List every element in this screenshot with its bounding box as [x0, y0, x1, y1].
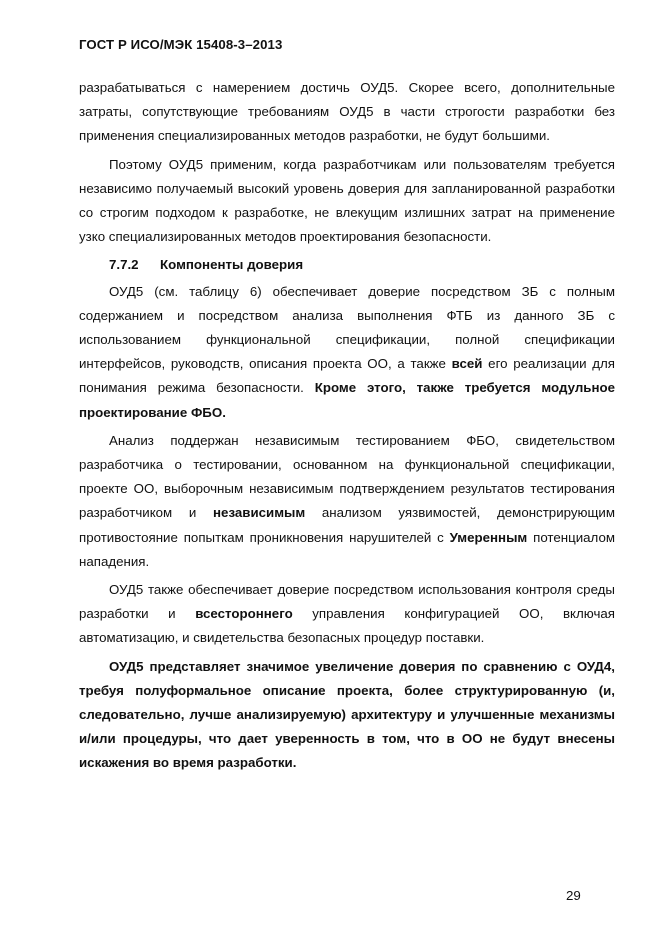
section-number: 7.7.2	[109, 257, 139, 273]
emphasis-moderate: Умеренным	[449, 529, 528, 545]
emphasis-modular-design: Кроме этого, также требуется модульное проектирование ФБО.	[79, 380, 615, 420]
document-body	[79, 76, 615, 780]
section-title: Компоненты доверия	[160, 257, 304, 273]
paragraph-assurance-text-2: его реализации для понимания режима безопасности.	[79, 356, 615, 396]
paragraph-continuation: разрабатываться с намерением достичь ОУД5. Скорее всего, дополнительные затраты, сопутствующие требованиям ОУД5 в части строгости разработки без применения специализированных методов разработки, не будут большими.	[79, 80, 615, 144]
emphasis-all: всей	[451, 356, 483, 372]
paragraph-environment-text-2: управления конфигурацией ОО, включая автоматизацию, и свидетельства безопасных процедур поставки.	[79, 606, 615, 646]
paragraph-analysis	[79, 429, 615, 574]
paragraph-applicability: Поэтому ОУД5 применим, когда разработчикам или пользователям требуется независимо получаемый высокий уровень доверия для запланированной разработки со строгим подходом к разработке, не влекущим излишних затрат на применение узко специализированных методов проектирования безопасности.	[79, 156, 615, 245]
emphasis-independent: независимым	[213, 505, 306, 521]
paragraph-environment	[79, 578, 615, 651]
paragraph-assurance-text-1: ОУД5 (см. таблицу 6) обеспечивает доверие посредством ЗБ с полным содержанием и посредством анализа выполнения ФТБ из данного ЗБ с использованием функциональной спецификации, полной спецификации интерфейсов, руководств, описания проекта ОО, а также	[79, 283, 615, 372]
emphasis-comprehensive: всестороннего	[195, 606, 293, 622]
paragraph-assurance	[79, 280, 615, 425]
paragraph-environment-text-1: ОУД5 также обеспечивает доверие посредством использования контроля среды разработки и	[79, 582, 615, 622]
paragraph-analysis-text-3: потенциалом нападения.	[79, 529, 615, 569]
paragraph-summary: ОУД5 представляет значимое увеличение доверия по сравнению с ОУД4, требуя полуформальное описание проекта, более структурированную (и, следовательно, лучше анализируемую) архитектуру и улучшенные механизмы и/или процедуры, что дает уверенность в том, что в ОО не будут внесены искажения во время разработки.	[79, 658, 615, 771]
page-number: 29	[566, 888, 581, 903]
document-header: ГОСТ Р ИСО/МЭК 15408-3–2013	[79, 37, 283, 52]
section-heading	[79, 253, 615, 277]
paragraph-analysis-text-1: Анализ поддержан независимым тестированием ФБО, свидетельством разработчика о тестировании, основанном на функциональной спецификации, проекте ОО, выборочным независимым подтверждением результатов тестирования разработчиком и	[79, 432, 615, 521]
paragraph-analysis-text-2: анализом уязвимостей, демонстрирующим противостояние попыткам проникновения нарушителей с	[79, 505, 615, 545]
